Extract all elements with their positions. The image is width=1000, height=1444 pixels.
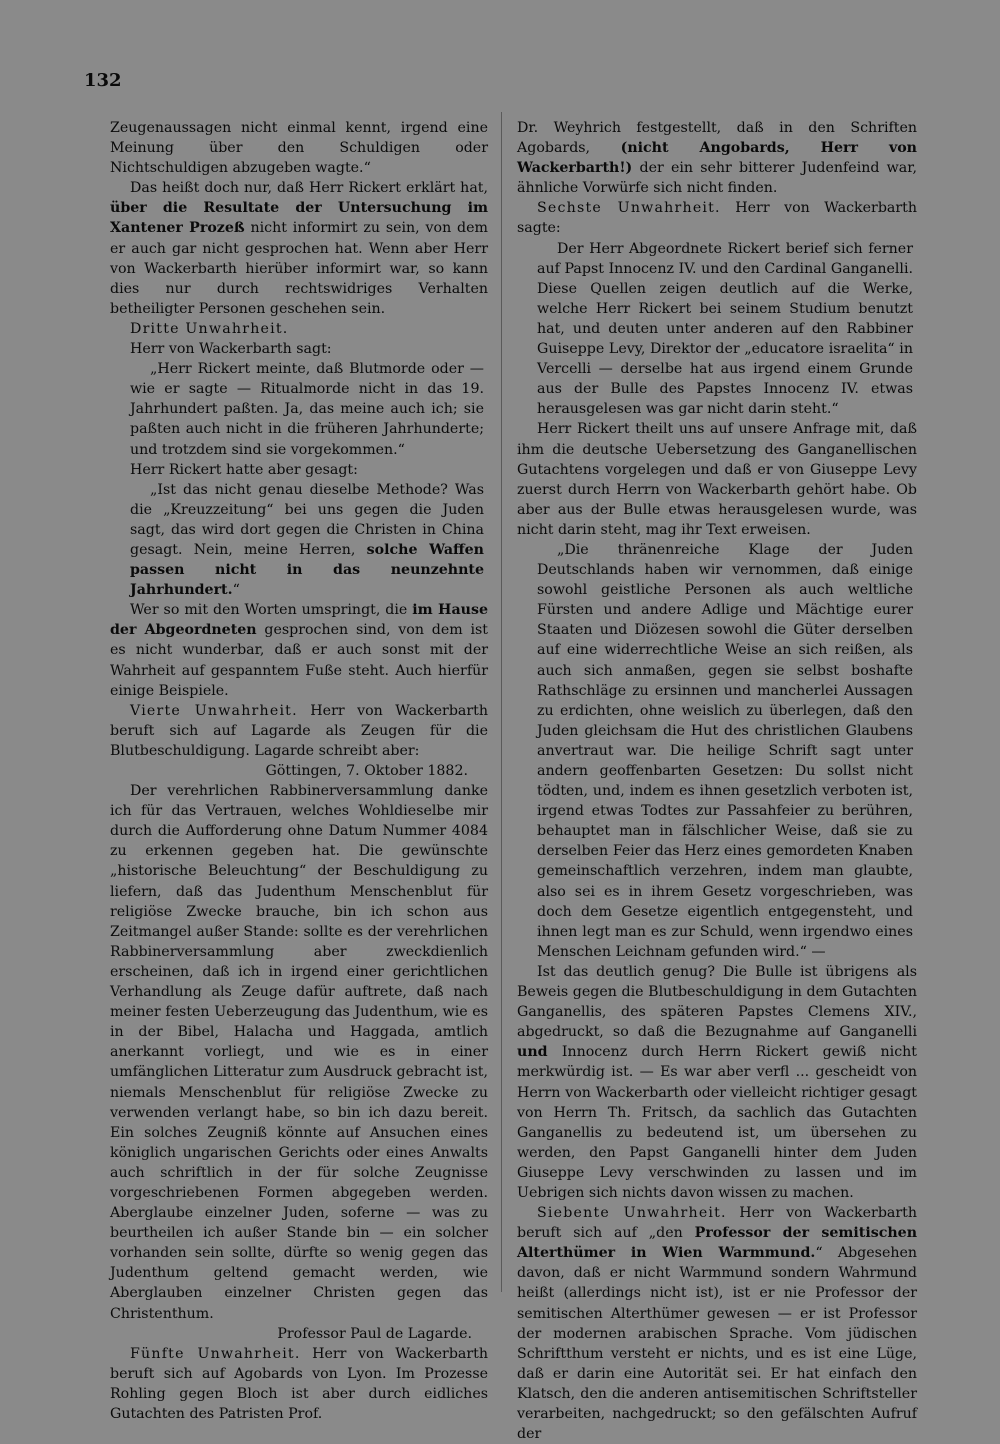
text: Das heißt doch nur, daß Herr Rickert erklärt hat, — [130, 180, 488, 197]
bold-text: (nicht Angobards, Herr von Wackerbarth!) — [517, 140, 917, 177]
paragraph: Zeugenaussagen nicht einmal kennt, irgend eine Meinung über den Schuldigen oder Nichtschuldigen abzugeben wagte.“ — [110, 120, 488, 177]
text: “ Abgesehen davon, daß er nicht Warmmund sondern Wahrmund heißt (allerdings nicht ist), ist er nie Professor der semitischen Alterthümer gewesen — er ist Professor der modernen arabischen Sprache. Vom jüdischen Schriftthum versteht er nichts, und es ist eine Lüge, daß er darin eine Autorität sei. Er hat einfach den Klatsch, den die anderen antisemitischen Schriftsteller verarbeiten, nachgedruckt; so den gefälschten Aufruf der — [517, 1245, 918, 1443]
page-number: 132 — [84, 70, 122, 91]
text: nicht informirt zu sein, von dem er auch gar nicht gesprochen hat. Wenn aber Herr von Wackerbarth hierüber informirt war, so kann dies nur durch rechtswidriges Verhalten betheiligter Personen geschehen sein. — [110, 220, 488, 317]
signature: Professor Paul de Lagarde. — [277, 1325, 472, 1342]
paragraph — [517, 962, 917, 1203]
section-heading: Siebente Unwahrheit. — [537, 1205, 727, 1222]
bold-text: über die Resultate der Untersuchung im Xantener Prozeß — [110, 200, 488, 237]
quote: Der Herr Abgeordnete Rickert berief sich ferner auf Papst Innocenz IV. und den Cardinal Ganganelli. Diese Quellen zeigen deutlich auf die Werke, welche Herr Rickert bei seinem Studium benutzt hat, und deuten unter anderen auf den Rabbiner Guiseppe Levy, Direktor der „educatore israelita“ in Vercelli — derselbe hat aus irgend einem Grunde aus der Bulle des Papstes Innocenz IV. etwas herausgelesen was gar nicht darin steht.“ — [537, 240, 913, 418]
bold-text: und — [517, 1044, 548, 1061]
paragraph — [517, 1203, 917, 1444]
letter-date: Göttingen, 7. Oktober 1882. — [265, 763, 468, 779]
text: der ein sehr bitterer Judenfeind war, ähnliche Vorwürfe sich nicht finden. — [517, 160, 917, 197]
quote: „Die thränenreiche Klage der Juden Deutschlands haben wir vernommen, daß einige sowohl geistliche Personen als auch weltliche Fürsten und andere Adlige und Mächtige eurer Staaten und Diözesen sowohl die Güter derselben auf eine widerrechtliche Weise an sich reißen, als auch sich anmaßen, gegen sie selbst boshafte Rathschläge zu ersinnen und mancherlei Aussagen zu erdichten, ohne weislich zu überlegen, daß den Juden gleichsam die Hut des christlichen Glaubens anvertraut war. Die heilige Schrift sagt unter andern geoffenbarten Gesetzen: Du sollst nicht tödten, und, indem es ihnen gesetzlich verboten ist, irgend etwas Todtes zur Passahfeier zu berühren, behauptet man in fälschlicher Weise, daß sie zu derselben Feier das Herz eines gemordeten Knaben gemeinschaftlich verzehren, indem man glaubte, also sei es in ihrem Gesetz vorgeschrieben, was doch dem Gesetze eigentlich entgegensteht, und ihnen legt man es zur Schuld, wenn irgendwo eines Menschen Leichnam gefunden wird.“ — — [537, 541, 913, 960]
text: Innocenz durch Herrn Rickert gewiß nicht merkwürdig ist. — Es war aber verfl ... gescheidt von Herrn von Wackerbarth oder vielleicht richtiger gesagt von Herrn Th. Fritsch, da sachlich das Gutachten Ganganellis zu bedeutend ist, um übersehen zu werden, den Papst Ganganelli hinter dem Juden Giuseppe Levy verschwinden zu lassen und im Uebrigen sich nichts davon wissen zu machen. — [517, 1044, 917, 1201]
text: gesprochen sind, von dem ist es nicht wunderbar, daß er auch sonst mit der Wahrheit auf gespanntem Fuße steht. Auch hierfür einige Beispiele. — [110, 622, 488, 699]
letter-body: Der verehrlichen Rabbinerversammlung danke ich für das Vertrauen, welches Wohldieselbe mir durch die Aufforderung ohne Datum Nummer 4084 zu erkennen gegeben hat. Die gewünschte „historische Beleuchtung“ der Beschuldigung zu liefern, daß das Judenthum Menschenblut für religiöse Zwecke brauche, bin ich schon aus Zeitmangel außer Stande: sollte es der verehrlichen Rabbinerversammlung aber zweckdienlich erscheinen, daß ich in irgend einer gerichtlichen Verhandlung als Zeuge dafür auftrete, daß nach meiner festen Ueberzeugung das Judenthum, wie es in der Bibel, Halacha und Haggada, amtlich anerkannt vorliegt, und wie es in einer umfänglichen Litteratur zum Ausdruck gebracht ist, niemals Menschenblut für religiöse Zwecke zu verwenden verlangt habe, so bin ich dazu bereit. Ein solches Zeugniß könnte auf Ansuchen eines königlich ungarischen Gerichts oder eines Anwalts auch schriftlich in der für solche Zeugnisse vorgeschriebenen Formen abgegeben werden. Aberglaube einzelner Juden, soferne — was zu beurtheilen ich außer Stande bin — ein solcher vorhanden sein sollte, dürfte so wenig gegen das Judenthum geltend gemacht werden, wie Aberglauben einzelner Christen gegen das Christenthum. — [110, 783, 488, 1322]
text: Herr von Wackerbarth beruft sich auf „den — [517, 1205, 917, 1242]
paragraph — [110, 178, 488, 319]
text: Herr von Wackerbarth beruft sich auf Agobards von Lyon. Im Prozesse Rohling gegen Bloch ist aber durch eidliches Gutachten des Patristen Prof. — [110, 1345, 488, 1422]
text: Ist das deutlich genug? Die Bulle ist übrigens als Beweis gegen die Blutbeschuldigung in dem Gutachten Ganganellis, des späteren Papstes Clemens XIV., abgedruckt, so daß die Bezugnahme auf Ganganelli — [517, 963, 917, 1041]
paragraph — [517, 198, 917, 238]
text: Wer so mit den Worten umspringt, die — [130, 602, 408, 619]
left-column — [110, 118, 488, 1424]
column-divider — [501, 112, 502, 1292]
paragraph: Herr Rickert theilt uns auf unsere Anfrage mit, daß ihm die deutsche Uebersetzung des Ganganellischen Gutachtens vorgelegen und daß er von Giuseppe Levy zuerst durch Herrn von Wackerbarth gehört habe. Ob aber aus der Bulle etwas herausgelesen wurde, was nicht darin steht, mag ihr Text erweisen. — [517, 421, 917, 538]
quote — [110, 480, 488, 601]
paragraph — [110, 1344, 488, 1424]
text: Dr. Weyhrich festgestellt, daß in den Schriften Agobards, — [517, 120, 917, 157]
quote: „Herr Rickert meinte, daß Blutmorde oder — wie er sagte — Ritualmorde nicht in das 19. Jahrhundert paßten. Ja, das meine auch ich; sie paßten auch nicht in die früheren Jahrhunderte; und trotzdem sind sie vorgekommen.“ — [130, 361, 484, 458]
paragraph: Herr Rickert hatte aber gesagt: — [130, 461, 358, 478]
text: „Ist das nicht genau dieselbe Methode? Was die „Kreuzzeitung“ bei uns gegen die Juden sagt, das wird dort gegen die Christen in China gesagt. Nein, meine Herren, — [130, 481, 484, 558]
section-heading: Vierte Unwahrheit. — [130, 702, 298, 719]
right-column — [517, 118, 917, 1444]
paragraph — [110, 600, 488, 700]
bold-text: Professor der semitischen Alterthümer in Wien Warmmund. — [517, 1225, 918, 1262]
bold-text: im Hause der Abgeordneten — [110, 602, 488, 639]
section-heading: Sechste Unwahrheit. — [537, 200, 721, 217]
text: Herr von Wackerbarth sagte: — [517, 200, 917, 237]
section-heading: Fünfte Unwahrheit. — [130, 1345, 301, 1362]
paragraph: Herr von Wackerbarth sagt: — [130, 341, 332, 358]
text: “ — [232, 582, 240, 599]
paragraph — [517, 118, 917, 198]
text: Herr von Wackerbarth beruft sich auf Lagarde als Zeugen für die Blutbeschuldigung. Lagarde schreibt aber: — [110, 702, 488, 759]
section-heading: Dritte Unwahrheit. — [130, 320, 289, 337]
paragraph — [110, 701, 488, 761]
bold-text: solche Waffen passen nicht in das neunzehnte Jahrhundert. — [130, 541, 484, 599]
